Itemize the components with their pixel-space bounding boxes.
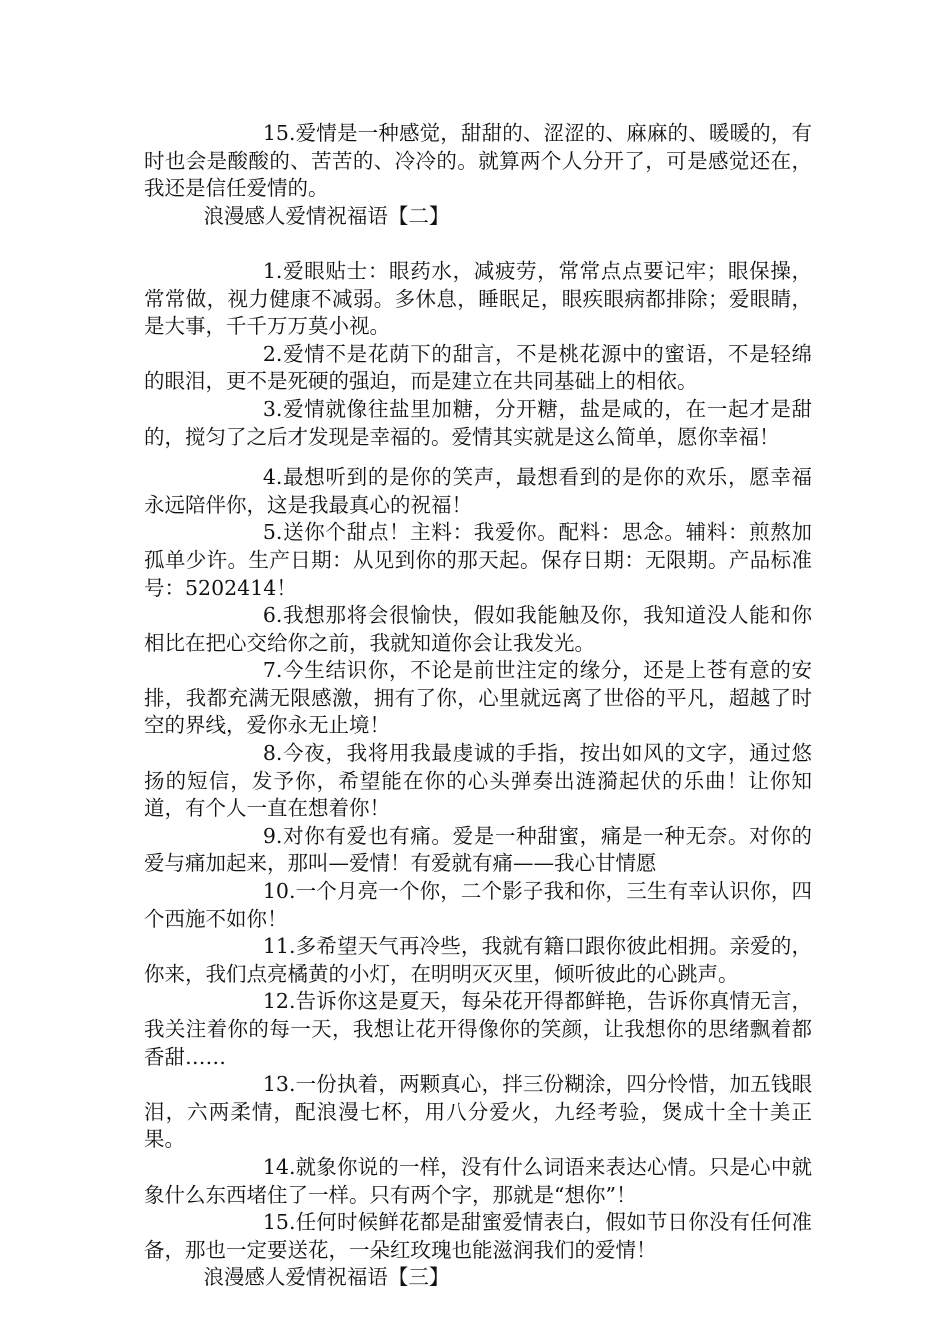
item-number: 15. xyxy=(262,1210,296,1235)
item-text: 爱情就像往盐里加糖，分开糖，盐是咸的，在一起才是甜的，搅匀了之后才发现是幸福的。爱情其实就是这么简单，愿你幸福！ xyxy=(144,396,812,449)
item-text: 最想听到的是你的笑声，最想看到的是你的欢乐，愿幸福永远陪伴你，这是我最真心的祝福！ xyxy=(144,465,812,517)
list-item xyxy=(144,988,812,1071)
item-number: 15. xyxy=(262,121,296,145)
item-number: 9. xyxy=(262,823,283,848)
list-item xyxy=(144,464,812,519)
spacer xyxy=(144,451,812,464)
item-text: 一份执着，两颗真心，拌三份糊涂，四分怜惜，加五钱眼泪，六两柔情，配浪漫七杯，用八分爱火，九经考验，煲成十全十美正果。 xyxy=(144,1072,812,1152)
item-number: 11. xyxy=(262,934,296,959)
item-text: 多希望天气再冷些，我就有籍口跟你彼此相拥。亲爱的，你来，我们点亮橘黄的小灯，在明明灭灭里，倾听彼此的心跳声。 xyxy=(144,934,812,986)
item-text: 爱眼贴士：眼药水，减疲劳，常常点点要记牢；眼保操，常常做，视力健康不减弱。多休息，睡眠足，眼疾眼病都排除；爱眼睛，是大事，千千万万莫小视。 xyxy=(144,258,812,339)
list-item xyxy=(144,341,812,396)
item-text: 爱情不是花荫下的甜言，不是桃花源中的蜜语，不是轻绵的眼泪，更不是死硬的强迫，而是建立在共同基础上的相依。 xyxy=(144,341,812,394)
list-item xyxy=(144,258,812,341)
item-number: 12. xyxy=(262,989,296,1014)
item-number: 1. xyxy=(262,258,283,283)
section-three-heading: 浪漫感人爱情祝福语【三】 xyxy=(203,1265,450,1290)
item-number: 14. xyxy=(262,1154,296,1179)
item-number: 2. xyxy=(262,341,283,366)
item-text: 爱情是一种感觉，甜甜的、涩涩的、麻麻的、暖暖的，有时也会是酸酸的、苦苦的、冷冷的。就算两个人分开了，可是感觉还在，我还是信任爱情的。 xyxy=(144,121,812,201)
item-number: 5. xyxy=(262,520,283,545)
list-item xyxy=(144,1154,812,1209)
item-text: 对你有爱也有痛。爱是一种甜蜜，痛是一种无奈。对你的爱与痛加起来，那叫—爱情！有爱就有痛——我心甘情愿 xyxy=(144,823,812,876)
item-number: 3. xyxy=(262,396,283,421)
item-text: 今生结识你，不论是前世注定的缘分，还是上苍有意的安排，我都充满无限感激，拥有了你，心里就远离了世俗的平凡，超越了时空的界线，爱你永无止境！ xyxy=(144,658,812,738)
item-number: 13. xyxy=(262,1072,296,1097)
list-item xyxy=(144,602,812,657)
item-text: 送你个甜点！主料：我爱你。配料：思念。辅料：煎熬加孤单少许。生产日期：从见到你的那天起。保存日期：无限期。产品标准号：5202414！ xyxy=(144,520,812,600)
list-item xyxy=(144,519,812,602)
blessing-list xyxy=(144,258,812,1264)
list-item xyxy=(144,396,812,451)
item-number: 4. xyxy=(262,465,283,490)
intro-paragraph xyxy=(144,120,812,203)
item-text: 我想那将会很愉快，假如我能触及你，我知道没人能和你相比在把心交给你之前，我就知道你会让我发光。 xyxy=(144,603,812,655)
item-number: 10. xyxy=(262,879,296,904)
item-text: 就象你说的一样，没有什么词语来表达心情。只是心中就象什么东西堵住了一样。只有两个字，那就是“想你”！ xyxy=(144,1154,812,1207)
item-text: 一个月亮一个你，二个影子我和你，三生有幸认识你，四个西施不如你！ xyxy=(144,879,812,931)
document-body xyxy=(144,120,812,1292)
list-item xyxy=(144,823,812,878)
list-item xyxy=(144,1209,812,1264)
list-item xyxy=(144,740,812,823)
list-item xyxy=(144,933,812,988)
item-number: 8. xyxy=(262,741,283,766)
list-item xyxy=(144,878,812,933)
item-number: 7. xyxy=(262,658,283,683)
item-number: 6. xyxy=(262,603,283,628)
section-two-heading: 浪漫感人爱情祝福语【二】 xyxy=(203,203,450,228)
list-item xyxy=(144,657,812,740)
item-text: 今夜，我将用我最虔诚的手指，按出如风的文字，通过悠扬的短信，发予你，希望能在你的心头弹奏出涟漪起伏的乐曲！让你知道，有个人一直在想着你！ xyxy=(144,741,812,821)
list-item xyxy=(144,1071,812,1154)
blank-line xyxy=(144,230,812,258)
item-text: 任何时候鲜花都是甜蜜爱情表白，假如节日你没有任何准备，那也一定要送花，一朵红玫瑰也能滋润我们的爱情！ xyxy=(144,1210,812,1262)
item-text: 告诉你这是夏天，每朵花开得都鲜艳，告诉你真情无言，我关注着你的每一天，我想让花开得像你的笑颜，让我想你的思绪飘着都香甜…… xyxy=(144,989,812,1069)
